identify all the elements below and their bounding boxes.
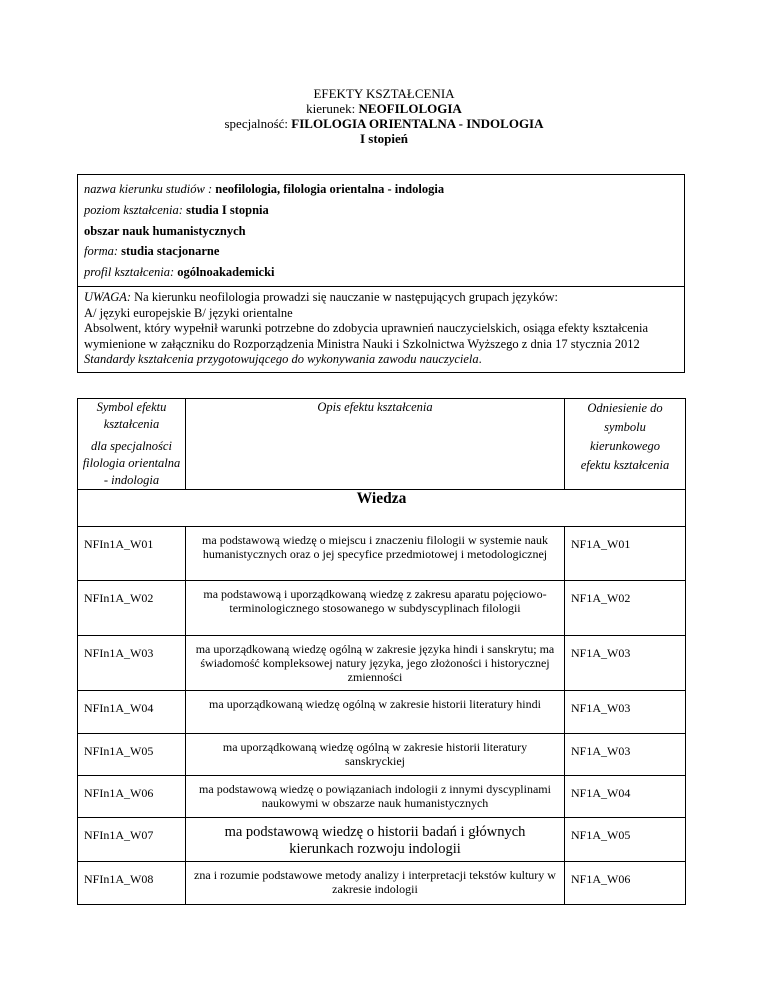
section-row-wiedza (78, 490, 686, 527)
document-header (0, 86, 768, 146)
table-row: NFIn1A_W05 ma uporządkowaną wiedzę ogólną w zakresie historii literatury sanskryckiej NF1A_W03 (78, 734, 686, 776)
obszar-nauk: obszar nauk humanistycznych (84, 223, 246, 238)
table-row: NFIn1A_W07 ma podstawową wiedzę o historii badań i głównych kierunkach rozwoju indologii NF1A_W05 (78, 818, 686, 862)
col-symbol-header: Symbol efektu kształcenia dla specjalności filologia orientalna - indologia (78, 399, 186, 490)
kierunek-line: kierunek: NEOFILOLOGIA (306, 101, 462, 116)
document-title: EFEKTY KSZTAŁCENIA (313, 86, 455, 101)
stopien-line: I stopień (359, 131, 409, 146)
uwaga-note: UWAGA: Na kierunku neofilologia prowadzi się nauczanie w następujących grupach języków: A/ języki europejskie B/ języki orientalne Absolwent, który wypełnił warunki potrzebne do zdobycia uprawnień nauczycielskich, osiąga efekty kształcenia wymienione w załączniku do Rozporządzenia Ministra Nauki i Szkolnictwa Wyższego z dnia 17 stycznia 2012 Standardy kształcenia przygotowującego do wykonywania zawodu nauczyciela. (78, 287, 684, 372)
section-title: Wiedza (78, 490, 686, 527)
efekty-table (77, 398, 686, 905)
table-row: NFIn1A_W06 ma podstawową wiedzę o powiązaniach indologii z innymi dyscyplinami naukowymi w obszarze nauk humanistycznych NF1A_W04 (78, 776, 686, 818)
forma-studiow: forma: studia stacjonarne (84, 244, 220, 259)
table-row: NFIn1A_W08 zna i rozumie podstawowe metody analizy i interpretacji tekstów kultury w zakresie indologii NF1A_W06 (78, 862, 686, 905)
table-row: NFIn1A_W02 ma podstawową i uporządkowaną wiedzę z zakresu aparatu pojęciowo-terminologicznego stosowanego w subdyscyplinach filologii NF1A_W02 (78, 581, 686, 636)
profil-ksztalcenia: profil kształcenia: ogólnoakademicki (84, 265, 275, 280)
col-opis-header: Opis efektu kształcenia (186, 399, 565, 490)
program-info (78, 175, 684, 287)
absolwent-note: Absolwent, który wypełnił warunki potrzebne do zdobycia uprawnień nauczycielskich, osiąga efekty kształcenia wymienione w załączniku do Rozporządzenia Ministra Nauki i Szkolnictwa Wyższego z dnia 17 stycznia 2012 Standardy kształcenia przygotowującego do wykonywania zawodu nauczyciela. (84, 321, 649, 367)
nazwa-kierunku: nazwa kierunku studiów : neofilologia, filologia orientalna - indologia (84, 182, 445, 196)
poziom-ksztalcenia: poziom kształcenia: studia I stopnia (84, 202, 269, 217)
specjalnosc-line: specjalność: FILOLOGIA ORIENTALNA - INDOLOGIA (224, 116, 544, 131)
table-row: NFIn1A_W01 ma podstawową wiedzę o miejscu i znaczeniu filologii w systemie nauk humanistycznych oraz o jej specyfice przedmiotowej i metodologicznej NF1A_W01 (78, 527, 686, 581)
grupy-jezykow: A/ języki europejskie B/ języki orientalne (84, 305, 293, 320)
table-header-row (78, 399, 686, 490)
table-row: NFIn1A_W03 ma uporządkowaną wiedzę ogólną w zakresie języka hindi i sanskrytu; ma świadomość kompleksowej natury języka, jego złożoności i historycznej zmienności NF1A_W03 (78, 636, 686, 691)
table-row: NFIn1A_W04 ma uporządkowaną wiedzę ogólną w zakresie historii literatury hindi NF1A_W03 (78, 691, 686, 734)
info-box (77, 174, 685, 373)
col-ref-header: Odniesienie do symbolu kierunkowego efektu kształcenia (565, 399, 686, 490)
